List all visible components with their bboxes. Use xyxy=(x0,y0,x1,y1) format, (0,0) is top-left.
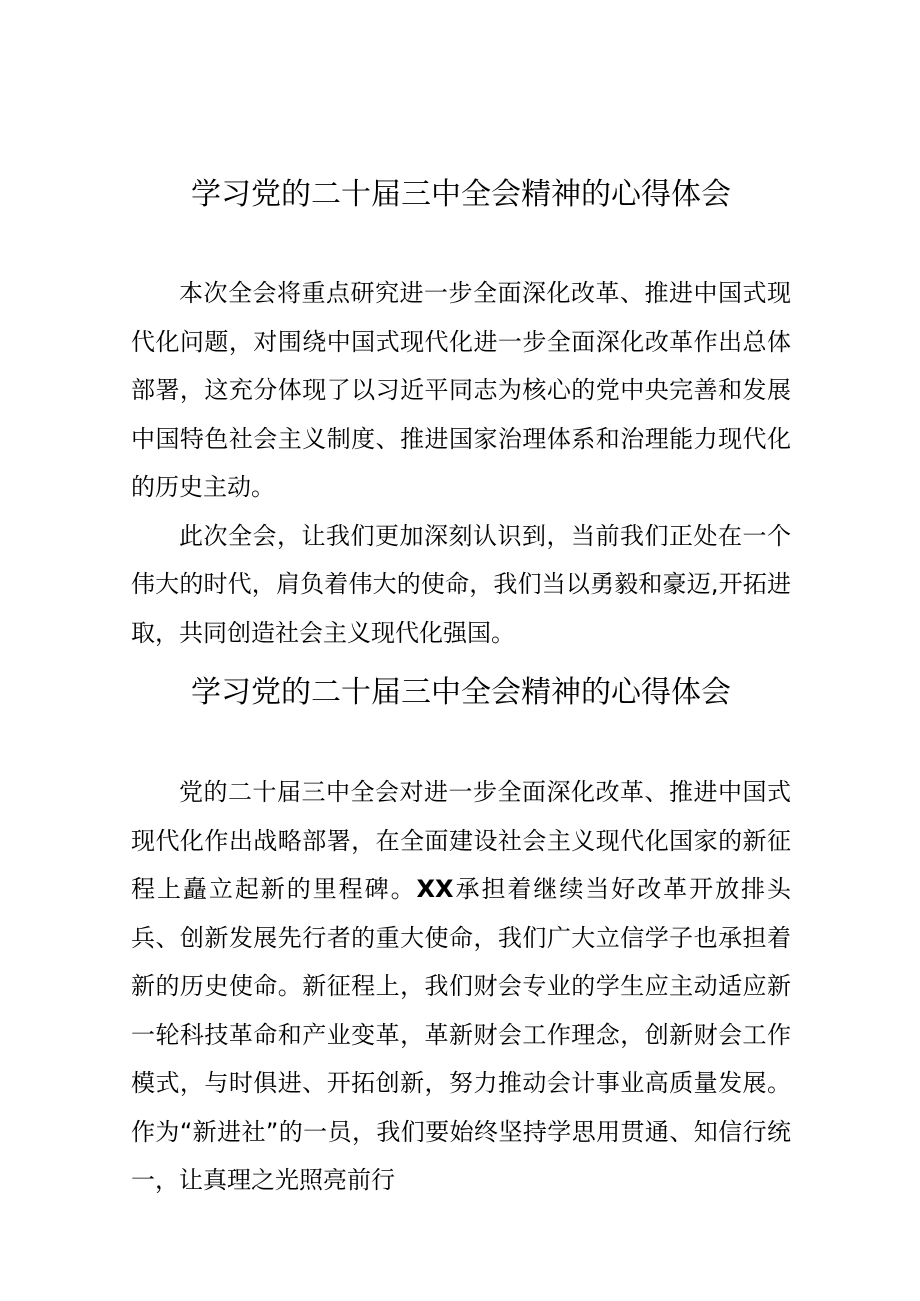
section-2-paragraph-1 xyxy=(131,768,791,1205)
essay-section-1 xyxy=(131,168,791,657)
section-1-paragraph-1: 本次全会将重点研究进一步全面深化改革、推进中国式现代化问题，对围绕中国式现代化进一步全面深化改革作出总体部署，这充分体现了以习近平同志为核心的党中央完善和发展中国特色社会主义制度、推进国家治理体系和治理能力现代化的历史主动。 xyxy=(131,279,791,501)
section-2-title: 学习党的二十届三中全会精神的心得体会 xyxy=(191,675,731,710)
bold-placeholder-text: XX xyxy=(416,875,454,903)
paragraph-text-before-bold: 党的二十届三中全会对进一步全面深化改革、推进中国式现代化作出战略部署，在全面建设社会主义现代化国家的新征程上矗立起新的里程碑。 xyxy=(131,778,791,903)
paragraph-text-after-bold: 承担着继续当好改革开放排头兵、创新发展先行者的重大使命，我们广大立信学子也承担着新的历史使命。新征程上，我们财会专业的学生应主动适应新一轮科技革命和产业变革，革新财会工作理念，创新财会工作模式，与时俱进、开拓创新，努力推动会计事业高质量发展。作为“新进社”的一员，我们要始终坚持学思用贯通、知信行统一，让真理之光照亮前行 xyxy=(131,875,792,1194)
essay-section-2 xyxy=(131,666,791,1205)
section-1-paragraph-2: 此次全会，让我们更加深刻认识到，当前我们正处在一个伟大的时代，肩负着伟大的使命，我们当以勇毅和豪迈,开拓进取，共同创造社会主义现代化强国。 xyxy=(131,521,791,647)
section-1-title: 学习党的二十届三中全会精神的心得体会 xyxy=(191,177,731,212)
